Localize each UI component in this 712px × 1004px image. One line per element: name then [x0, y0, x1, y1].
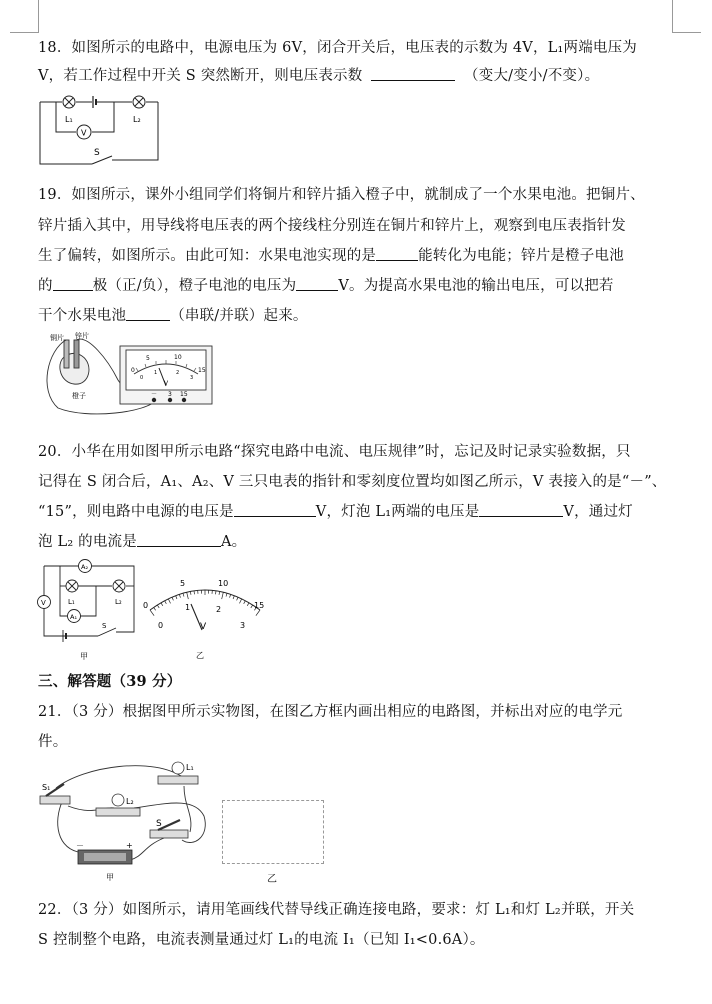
- q19-scale-bottom-2: 2: [176, 370, 180, 376]
- q20-scale-bottom-1: 1: [185, 603, 191, 612]
- q20-circuit-figure-jia: [36, 556, 140, 662]
- q20-line3-a: “15”，则电路中电源的电压是: [38, 504, 234, 520]
- q21-fig-l2: L₂: [126, 797, 134, 806]
- q22-line2: S 控制整个电路，电流表测量通过灯 L₁的电流 I₁（已知 I₁<0.6A）。: [38, 932, 485, 948]
- q19-scale-top-0: 0: [131, 367, 135, 374]
- meter-tick: [168, 599, 170, 603]
- q20-line4: [38, 530, 246, 551]
- q18-line2: [38, 64, 599, 85]
- q19-terminal-3: 3: [168, 391, 172, 398]
- q20-blank-source-voltage[interactable]: [234, 502, 316, 517]
- q20-line3: [38, 500, 633, 521]
- q20-fig-l2: L₂: [115, 598, 122, 606]
- meter-tick: [219, 591, 220, 594]
- meter-tick: [183, 593, 184, 596]
- q20-scale-top-15: 15: [254, 601, 265, 610]
- q20-scale-bottom-3: 3: [240, 621, 246, 630]
- meter-tick: [244, 601, 246, 604]
- q19-label-orange: 橙子: [72, 392, 86, 400]
- q20-blank-l1-voltage[interactable]: [479, 502, 563, 517]
- q19-label-zinc: 锌片: [75, 332, 89, 340]
- q20-fig-a2: A₂: [81, 563, 89, 571]
- q19-scale-bottom-0: 0: [140, 375, 144, 381]
- meter-tick: [165, 601, 167, 604]
- q20-fig-jia: 甲: [80, 652, 88, 661]
- q21-fig-l1: L₁: [186, 763, 194, 772]
- q19-fruit-battery-figure: [38, 330, 218, 416]
- q21-fig-jia: 甲: [106, 873, 114, 882]
- q19-scale-bottom-1: 1: [154, 370, 158, 376]
- q19-meter-v: V: [164, 380, 169, 387]
- meter-tick: [239, 599, 241, 603]
- q18-line1: 18．如图所示的电路中，电源电压为 6V，闭合开关后，电压表的示数为 4V，L₁两端电压为: [38, 40, 638, 56]
- q20-fig-v: V: [41, 599, 46, 607]
- q19-terminal-minus: －: [151, 391, 158, 398]
- meter-tick: [150, 610, 154, 616]
- q19-line4-c: V。为提高水果电池的输出电压，可以把若: [338, 278, 614, 294]
- meter-tick: [215, 591, 216, 594]
- q21-fig-minus: －: [76, 841, 84, 850]
- q18-fig-l1: L₁: [65, 115, 73, 124]
- q18-circuit-figure: [36, 92, 166, 170]
- q19-scale-top-5: 5: [146, 355, 150, 362]
- q19-blank-energy[interactable]: [376, 246, 418, 261]
- q19-scale-bottom-3: 3: [190, 375, 194, 381]
- q20-scale-top-10: 10: [218, 579, 229, 588]
- q20-fig-s: S: [102, 622, 107, 630]
- q20-meter-ticks: [150, 590, 260, 616]
- q20-meter-figure-yi: [140, 572, 270, 664]
- meter-tick: [233, 596, 234, 599]
- meter-tick: [222, 592, 224, 599]
- corner-mark-left: [10, 0, 39, 33]
- meter-tick: [157, 605, 159, 608]
- q20-line3-c: V，通过灯: [563, 504, 633, 520]
- q19-line3-b: 能转化为电能；锌片是橙子电池: [418, 248, 624, 264]
- q19-label-copper: 铜片: [50, 334, 64, 342]
- q19-line1: 19．如图所示，课外小组同学们将铜片和锌片插入橙子中，就制成了一个水果电池。把铜片、: [38, 187, 645, 203]
- q18-answer-blank[interactable]: [371, 66, 455, 81]
- q19-line3: [38, 244, 624, 265]
- q18-fig-v: V: [81, 128, 87, 138]
- q20-scale-bottom-2: 2: [216, 605, 222, 614]
- q21-answer-box-yi[interactable]: [222, 800, 324, 864]
- q18-line2-a: V，若工作过程中开关 S 突然断开，则电压表示数: [38, 68, 363, 84]
- q19-line5-b: （串联/并联）起来。: [170, 308, 308, 324]
- q20-fig-yi: 乙: [196, 651, 204, 660]
- meter-tick: [161, 603, 163, 606]
- q20-scale-top-0: 0: [143, 601, 149, 610]
- q21-fig-s: S: [156, 819, 162, 829]
- q19-line4: [38, 274, 614, 295]
- q18-fig-s: S: [94, 148, 100, 158]
- meter-tick: [247, 603, 249, 606]
- q22-line1: 22．（3 分）如图所示，请用笔画线代替导线正确连接电路，要求：灯 L₁和灯 L₂并联，开关: [38, 902, 635, 918]
- q20-scale-bottom-0: 0: [158, 621, 164, 630]
- meter-tick: [176, 596, 177, 599]
- meter-tick: [194, 591, 195, 594]
- q19-line5: [38, 304, 308, 325]
- q19-terminal-15: 15: [180, 391, 188, 398]
- meter-tick: [179, 594, 180, 597]
- q18-line2-b: （变大/变小/不变）。: [464, 68, 600, 84]
- meter-tick: [226, 593, 227, 596]
- q20-line4-a: 泡 L₂ 的电流是: [38, 534, 137, 550]
- q21-fig-s1: S₁: [42, 783, 51, 792]
- meter-tick: [190, 591, 191, 594]
- meter-tick: [237, 597, 238, 600]
- q19-line4-b: 极（正/负），橙子电池的电压为: [92, 278, 297, 294]
- q20-scale-top-5: 5: [180, 579, 186, 588]
- corner-mark-right: [672, 0, 701, 33]
- meter-tick: [154, 607, 156, 610]
- section-3-heading: 三、解答题（39 分）: [38, 673, 182, 690]
- meter-tick: [230, 594, 231, 597]
- q20-line1: 20．小华在用如图甲所示电路“探究电路中电流、电压规律”时，忘记及时记录实验数据，只: [38, 444, 631, 460]
- q20-fig-a1: A₁: [70, 613, 78, 621]
- q18-fig-l2: L₂: [133, 115, 141, 124]
- q19-blank-connection[interactable]: [126, 306, 170, 321]
- q19-line4-a: 的: [38, 278, 53, 294]
- q20-line2: 记得在 S 闭合后，A₁、A₂、V 三只电表的指针和零刻度位置均如图乙所示，V 表接入的是“－”、: [38, 474, 667, 490]
- q19-line5-a: 干个水果电池: [38, 308, 127, 324]
- q20-line4-b: A。: [220, 534, 247, 550]
- q21-line1: 21．（3 分）根据图甲所示实物图，在图乙方框内画出相应的电路图，并标出对应的电学元: [38, 704, 623, 720]
- meter-tick: [172, 597, 173, 600]
- q19-scale-top-10: 10: [174, 354, 182, 361]
- q21-physical-circuit-jia: [34, 756, 214, 884]
- q21-line2: 件。: [38, 734, 68, 750]
- q19-line2: 锌片插入其中，用导线将电压表的两个接线柱分别连在铜片和锌片上，观察到电压表指针发: [38, 218, 626, 234]
- q21-fig-yi: 乙: [267, 874, 277, 885]
- meter-tick: [187, 592, 189, 599]
- q19-blank-pole[interactable]: [53, 276, 93, 291]
- q21-fig-plus: +: [126, 841, 133, 850]
- q19-blank-voltage[interactable]: [296, 276, 338, 291]
- meter-tick: [256, 610, 260, 616]
- q19-line3-a: 生了偏转，如图所示。由此可知：水果电池实现的是: [38, 248, 377, 264]
- q20-meter-v: V: [200, 622, 207, 632]
- q20-fig-l1: L₁: [68, 598, 75, 606]
- meter-tick: [251, 605, 253, 608]
- q21-battery: [78, 850, 132, 864]
- q19-scale-top-15: 15: [198, 367, 206, 374]
- q20-blank-l2-current[interactable]: [137, 532, 221, 547]
- q20-line3-b: V，灯泡 L₁两端的电压是: [315, 504, 480, 520]
